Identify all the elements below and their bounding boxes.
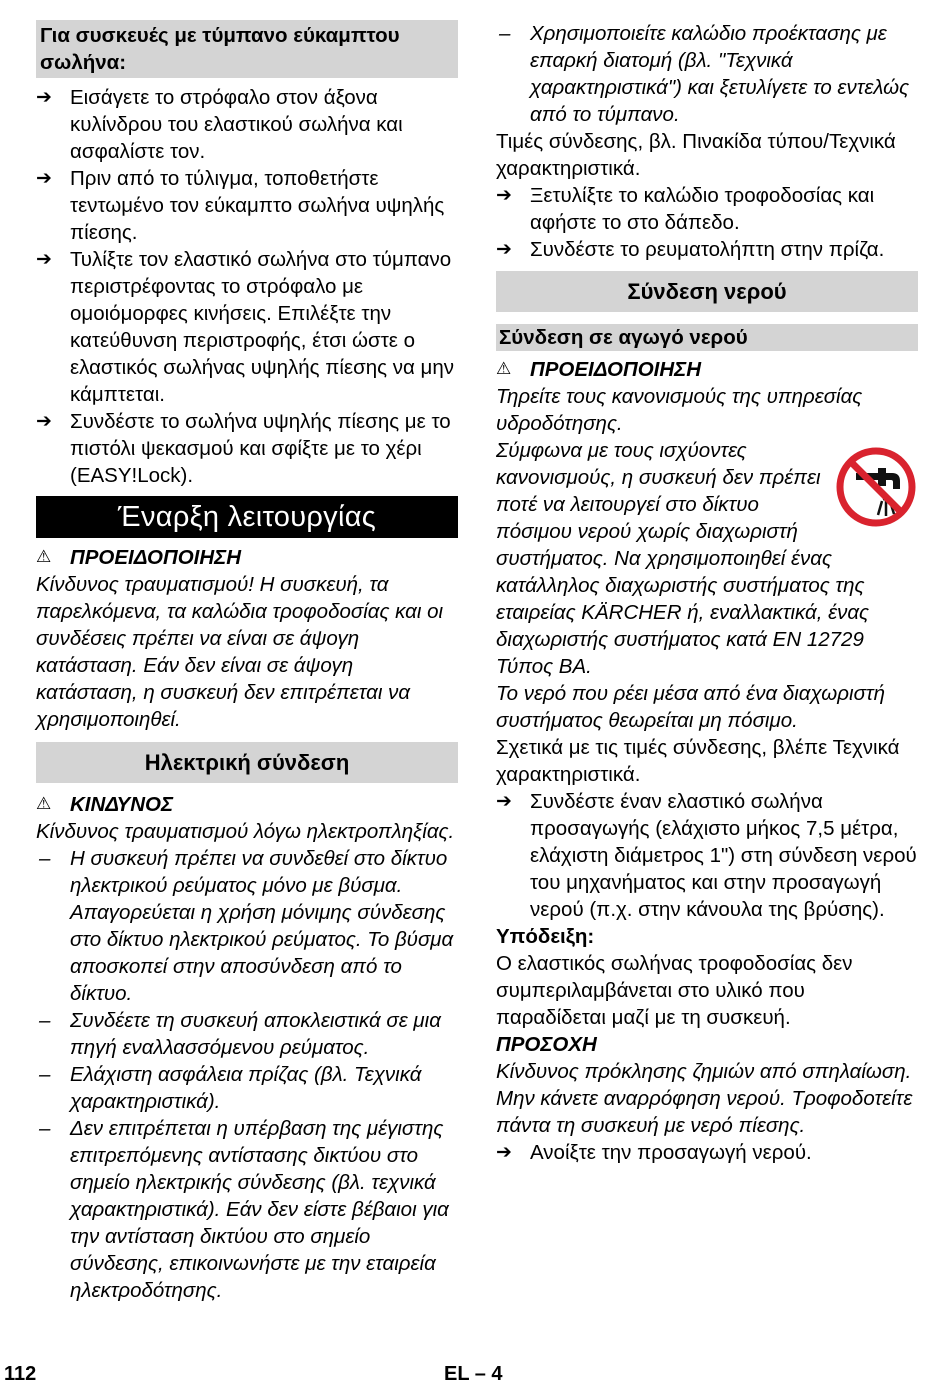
startup-title: Έναρξη λειτουργίας xyxy=(36,496,458,538)
hint-label: Υπόδειξη: xyxy=(496,925,595,948)
electric-title: Ηλεκτρική σύνδεση xyxy=(36,742,458,783)
warning-icon: ⚠ xyxy=(496,359,512,379)
list-item: ➔ Ξετυλίξτε το καλώδιο τροφοδοσίας και αφήστε το στο δάπεδο. xyxy=(496,184,875,234)
water-pipe-heading: Σύνδεση σε αγωγό νερού xyxy=(496,324,918,351)
danger-text: Κίνδυνος τραυματισμού λόγω ηλεκτροπληξίας. xyxy=(36,820,455,843)
dash-bullet: – xyxy=(39,847,51,870)
list-item: ➔ Συνδέστε έναν ελαστικό σωλήνα προσαγωγής (ελάχιστο μήκος 7,5 μέτρα, ελάχιστη διάμετρος 1") στη σύνδεση νερού του μηχανήματος και στην προσαγωγή νερού (π.χ. στην κάνουλα της βρύσης). xyxy=(496,790,917,921)
list-item: ➔ Εισάγετε το στρόφαλο στον άξονα κυλίνδρου του ελαστικού σωλήνα και ασφαλίστε τον. xyxy=(36,86,403,163)
arrow-icon: ➔ xyxy=(36,410,52,432)
list-item: – Συνδέετε τη συσκευή αποκλειστικά σε μια πηγή εναλλασσόμενου ρεύματος. xyxy=(36,1007,458,1061)
right-column xyxy=(496,20,918,1166)
hose-drum-heading: Για συσκευές με τύμπανο εύκαμπτου σωλήνα: xyxy=(36,20,458,78)
dash-bullet: – xyxy=(39,1117,51,1140)
danger-heading: ⚠ ΚΙΝΔΥΝΟΣ xyxy=(36,793,174,816)
dash-bullet: – xyxy=(499,22,511,45)
arrow-icon: ➔ xyxy=(36,86,52,108)
section-footer: EL – 4 xyxy=(444,1363,503,1385)
water-values-note: Σχετικά με τις τιμές σύνδεσης, βλέπε Τεχνικά χαρακτηριστικά. xyxy=(496,736,900,786)
list-item: – Δεν επιτρέπεται η υπέρβαση της μέγιστης επιτρεπόμενης αντίστασης δικτύου στο σημείο ηλεκτρικής σύνδεσης (βλ. τεχνικά χαρακτηριστικά). Εάν δεν είστε βέβαιοι για την αντίσταση δικτύου στο σημείο σύνδεσης, επικοινωνήστε με την εταιρεία ηλεκτροδότησης. xyxy=(36,1115,458,1304)
list-item: ➔ Συνδέστε το ρευματολήπτη στην πρίζα. xyxy=(496,238,885,261)
page-number: 112 xyxy=(4,1363,37,1385)
water-warning-heading: ⚠ ΠΡΟΕΙΔΟΠΟΙΗΣΗ xyxy=(496,358,702,381)
caution-label: ΠΡΟΣΟΧΗ xyxy=(496,1033,597,1056)
list-item: ➔ Ανοίξτε την προσαγωγή νερού. xyxy=(496,1141,812,1164)
arrow-icon: ➔ xyxy=(496,790,512,812)
warning-icon: ⚠ xyxy=(36,547,52,567)
list-item: – Ελάχιστη ασφάλεια πρίζας (βλ. Τεχνικά χαρακτηριστικά). xyxy=(36,1061,458,1115)
arrow-icon: ➔ xyxy=(36,167,52,189)
list-item: ➔ Πριν από το τύλιγμα, τοποθετήστε τεντωμένο τον εύκαμπτο σωλήνα υψηλής πίεσης. xyxy=(36,167,445,244)
dash-bullet: – xyxy=(39,1063,51,1086)
water-title: Σύνδεση νερού xyxy=(496,271,918,312)
system-separator-block xyxy=(496,437,918,680)
startup-warning-heading: ⚠ ΠΡΟΕΙΔΟΠΟΙΗΣΗ xyxy=(36,546,242,569)
non-potable-note: Το νερό που ρέει μέσα από ένα διαχωριστή συστήματος θεωρείται μη πόσιμο. xyxy=(496,682,885,732)
water-warning-text: Τηρείτε τους κανονισμούς της υπηρεσίας υδροδότησης. xyxy=(496,385,863,435)
list-item: – Η συσκευή πρέπει να συνδεθεί στο δίκτυο ηλεκτρικού ρεύματος μόνο με βύσμα. Απαγορεύεται η χρήση μόνιμης σύνδεσης στο δίκτυο ηλεκτρικού ρεύματος. Το βύσμα αποσκοπεί στην αποσύνδεση από το δίκτυο. xyxy=(36,845,458,1007)
no-drinking-water-icon xyxy=(834,445,918,529)
list-item: – Χρησιμοποιείτε καλώδιο προέκτασης με επαρκή διατομή (βλ. "Τεχνικά χαρακτηριστικά") και ξετυλίγετε το εντελώς από το τύμπανο. xyxy=(496,20,918,128)
arrow-icon: ➔ xyxy=(36,248,52,270)
dash-bullet: – xyxy=(39,1009,51,1032)
caution-text: Κίνδυνος πρόκλησης ζημιών από σπηλαίωση. Μην κάνετε αναρρόφηση νερού. Τροφοδοτείτε πάντα τη συσκευή με νερό πίεσης. xyxy=(496,1060,913,1137)
arrow-icon: ➔ xyxy=(496,1141,512,1163)
water-warning-detail: Σύμφωνα με τους ισχύοντες κανονισμούς, η συσκευή δεν πρέπει ποτέ να λειτουργεί στο δίκτυο πόσιμου νερού χωρίς διαχωριστή συστήματος. Να χρησιμοποιηθεί ένας κατάλληλος διαχωριστής συστήματος της εταιρείας KÄRCHER ή, εναλλακτικά, ένας διαχωριστής συστήματος κατά EN 12729 Τύπος BA. xyxy=(496,439,870,678)
values-note: Τιμές σύνδεσης, βλ. Πινακίδα τύπου/Τεχνικά χαρακτηριστικά. xyxy=(496,130,896,180)
warning-icon: ⚠ xyxy=(36,794,52,814)
left-column xyxy=(36,20,458,1304)
startup-warning-text: Κίνδυνος τραυματισμού! Η συσκευή, τα παρελκόμενα, τα καλώδια τροφοδοσίας και οι συνδέσεις πρέπει να είναι σε άψογη κατάσταση. Εάν δεν είναι σε άψογη κατάσταση, η συσκευή δεν επιτρέπεται να χρησιμοποιηθεί. xyxy=(36,573,444,731)
list-item: ➔ Συνδέστε το σωλήνα υψηλής πίεσης με το πιστόλι ψεκασμού και σφίξτε με το χέρι (EASY!Lock). xyxy=(36,410,451,487)
hint-text: Ο ελαστικός σωλήνας τροφοδοσίας δεν συμπεριλαμβάνεται στο υλικό που παραδίδεται μαζί με τη συσκευή. xyxy=(496,952,853,1029)
arrow-icon: ➔ xyxy=(496,184,512,206)
list-item: ➔ Τυλίξτε τον ελαστικό σωλήνα στο τύμπανο περιστρέφοντας το στρόφαλο με ομοιόμορφες κινήσεις. Επιλέξτε την κατεύθυνση περιστροφής, έτσι ώστε ο ελαστικός σωλήνας υψηλής πίεσης να μην κάμπτεται. xyxy=(36,248,454,406)
arrow-icon: ➔ xyxy=(496,238,512,260)
